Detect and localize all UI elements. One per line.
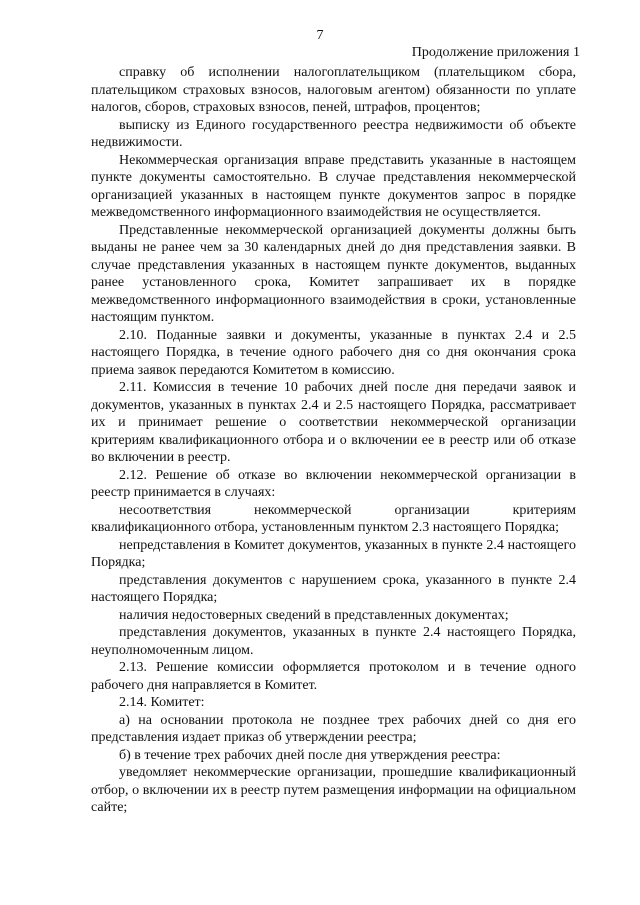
paragraph-self-submission: Некоммерческая организация вправе представить указанные в настоящем пункте документы самостоятельно. В случае представления некоммерческой организацией указанных в настоящем пункте документов запрос в порядке межведомственного информационного взаимодействия не осуществляется. <box>91 152 576 220</box>
paragraph-2-11: 2.11. Комиссия в течение 10 рабочих дней после дня передачи заявок и документов, указанных в пунктах 2.4 и 2.5 настоящего Порядка, рассматривает их и принимает решение о соответствии некоммерческой организации критериям квалификационного отбора и о включении ее в реестр или об отказе во включении в реестр. <box>91 380 576 465</box>
paragraph-document-validity: Представленные некоммерческой организацией документы должны быть выданы не ранее чем за 30 календарных дней до дня представления заявки. В случае представления указанных в настоящем пункте документов, выданных ранее установленного срока, Комитет запрашивает их в порядке межведомственного информационного взаимодействия в сроки, установленные настоящим пунктом. <box>91 222 576 325</box>
paragraph-2-14: 2.14. Комитет: <box>119 695 205 710</box>
paragraph-2-12: 2.12. Решение об отказе во включении некоммерческой организации в реестр принимается в случаях: <box>91 467 576 500</box>
document-body <box>91 64 576 817</box>
paragraph-2-14-a: а) на основании протокола не позднее трех рабочих дней со дня его представления издает приказ об утверждении реестра; <box>91 712 576 745</box>
paragraph-real-estate-extract: выписку из Единого государственного реестра недвижимости об объекте недвижимости. <box>91 117 576 150</box>
refusal-reason-false-information: наличия недостоверных сведений в представленных документах; <box>119 607 509 623</box>
refusal-reason-unauthorized-person: представления документов, указанных в пункте 2.4 настоящего Порядка, неуполномоченным лицом. <box>91 625 576 658</box>
paragraph-notification: уведомляет некоммерческие организации, прошедшие квалификационный отбор, о включении их в реестр путем размещения информации на официальном сайте; <box>91 765 576 815</box>
refusal-reason-criteria: несоответствия некоммерческой организации критериям квалификационного отбора, установленным пунктом 2.3 настоящего Порядка; <box>91 502 576 535</box>
paragraph-tax-certificate: справку об исполнении налогоплательщиком (плательщиком сбора, плательщиком страховых взносов, налоговым агентом) обязанности по уплате налогов, сборов, страховых взносов, пеней, штрафов, процентов; <box>91 65 576 115</box>
paragraph-2-10: 2.10. Поданные заявки и документы, указанные в пунктах 2.4 и 2.5 настоящего Порядка, в течение одного рабочего дня со дня окончания срока приема заявок передаются Комитетом в комиссию. <box>91 327 576 378</box>
paragraph-2-14-b: б) в течение трех рабочих дней после дня утверждения реестра: <box>119 747 501 763</box>
appendix-continuation-label: Продолжение приложения 1 <box>411 45 580 60</box>
paragraph-2-13: 2.13. Решение комиссии оформляется протоколом и в течение одного рабочего дня направляется в Комитет. <box>91 660 576 693</box>
page-number: 7 <box>316 28 324 43</box>
refusal-reason-missing-documents: непредставления в Комитет документов, указанных в пункте 2.4 настоящего Порядка; <box>91 537 576 570</box>
refusal-reason-late-submission: представления документов с нарушением срока, указанного в пункте 2.4 настоящего Порядка; <box>91 572 576 605</box>
